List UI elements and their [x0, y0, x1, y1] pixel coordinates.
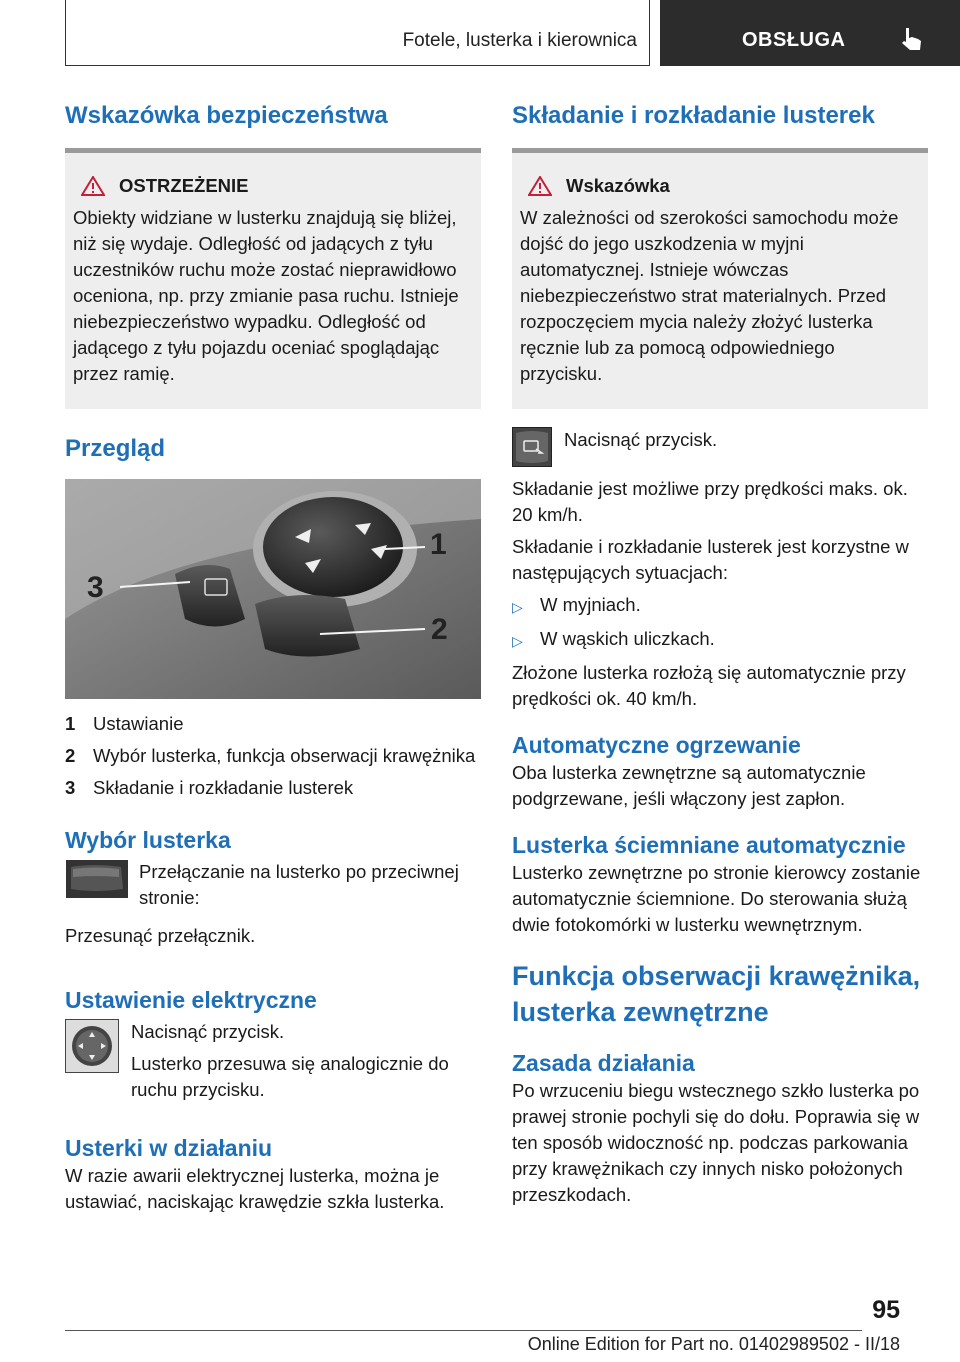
note-title: Wskazówka	[566, 175, 670, 196]
principle-text: Po wrzuceniu biegu wstecznego szkło lusterka po prawej stronie pochyli się do dołu. Poprawia się w ten sposób widoczność np. podczas parkowania przy krawężnikach czy innych nisko położonych przeszkodach.	[512, 1080, 920, 1205]
warning-text: Obiekty widziane w lusterku znajdują się bliżej, niż się wydaje. Odległość od jadących z tyłu uczestników ruchu może zostać nieprawidłowo oceniona, np. przy zmianie pasa ruchu. Istnieje niebezpieczeństwo wypadku. Odległość od jadącego z tyłu pojazdu oceniać spoglądając przez ramię.	[73, 207, 459, 384]
select-mirror-text	[139, 859, 481, 917]
warning-header	[73, 175, 473, 197]
dimming-heading: Lusterka ściemniane automatycznie	[512, 832, 906, 858]
legend-number: 2	[65, 745, 76, 766]
mirror-controls-illustration	[65, 479, 481, 699]
legend-number: 1	[65, 713, 76, 734]
right-column	[512, 100, 928, 1208]
select-mirror-action: Przesunąć przełącznik.	[65, 925, 256, 946]
page-header	[65, 0, 960, 66]
note-triangle-icon	[528, 176, 552, 196]
dimming-text: Lusterko zewnętrzne po stronie kierowcy zostanie automatycznie ściemnione. Do sterowania służą dwie fotokomórki w lusterku wewnętrznym.	[512, 862, 921, 935]
select-mirror-description: Przełączanie na lusterko po przeciwnej stronie:	[139, 861, 459, 908]
select-mirror-heading: Wybór lusterka	[65, 827, 231, 853]
fold-button-step: Nacisnąć przycisk.	[564, 429, 718, 450]
heating-heading: Automatyczne ogrzewanie	[512, 732, 801, 758]
photo-legend	[65, 711, 481, 801]
mirror-controls-photo	[65, 479, 481, 699]
fold-mirror-button-icon	[512, 427, 552, 472]
principle-heading: Zasada działania	[512, 1050, 695, 1076]
bullet-text: W wąskich uliczkach.	[540, 628, 715, 649]
fold-button-text	[564, 427, 717, 472]
fold-button-row	[512, 427, 928, 472]
note-text: W zależności od szerokości samochodu może dojść do jego uszkodzenia w myjni automatycznej. Istnieje wówczas niebezpieczeństwo strat materialnych. Przed rozpoczęciem mycia należy złożyć lusterka ręcznie lub za pomocą odpowiedniego przycisku.	[520, 207, 899, 384]
electric-adjust-heading: Ustawienie elektryczne	[65, 987, 317, 1013]
footer-divider	[65, 1330, 862, 1331]
triangle-bullet-icon: ▷	[512, 633, 523, 649]
photo-label-1: 1	[430, 528, 447, 561]
bullet-item	[512, 592, 928, 620]
electric-adjust-description: Lusterko przesuwa się analogicznie do ruchu przycisku.	[131, 1053, 449, 1100]
left-column	[65, 100, 481, 1215]
bullet-text: W myjniach.	[540, 594, 641, 615]
legend-item	[65, 775, 481, 801]
fault-heading: Usterki w działaniu	[65, 1135, 273, 1161]
warning-triangle-icon	[81, 176, 105, 196]
note-box	[512, 148, 928, 409]
select-mirror-row	[65, 859, 481, 917]
bullet-item	[512, 626, 928, 654]
legend-text: Wybór lusterka, funkcja obserwacji krawężnika	[93, 745, 476, 766]
note-header	[520, 175, 920, 197]
header-tab[interactable]	[660, 0, 960, 66]
footer-edition: Online Edition for Part no. 01402989502 - II/18	[527, 1334, 900, 1354]
fault-text: W razie awarii elektrycznej lusterka, można je ustawiać, naciskając krawędzie szkła lusterka.	[65, 1165, 445, 1212]
page-number: 95	[872, 1296, 900, 1324]
legend-item	[65, 743, 481, 769]
electric-adjust-text	[131, 1019, 481, 1109]
heating-text: Oba lusterka zewnętrzne są automatycznie podgrzewane, jeśli włączony jest zapłon.	[512, 762, 866, 809]
triangle-bullet-icon: ▷	[512, 599, 523, 615]
fold-auto-text: Złożone lusterka rozłożą się automatycznie przy prędkości ok. 40 km/h.	[512, 662, 906, 709]
electric-adjust-step: Nacisnąć przycisk.	[131, 1021, 285, 1042]
legend-text: Składanie i rozkładanie lusterek	[93, 777, 354, 798]
electric-adjust-row	[65, 1019, 481, 1109]
photo-label-2: 2	[431, 613, 448, 646]
header-title-box	[65, 0, 650, 66]
header-section-title: Fotele, lusterka i kierownica	[402, 30, 637, 51]
legend-text: Ustawianie	[93, 713, 184, 734]
fold-heading: Składanie i rozkładanie lusterek	[512, 102, 875, 129]
warning-title: OSTRZEŻENIE	[119, 175, 249, 196]
pointing-hand-icon	[898, 26, 924, 54]
warning-box	[65, 148, 481, 409]
curb-function-heading: Funkcja obserwacji krawężnika, lusterka zewnętrzne	[512, 961, 921, 1027]
fold-useful-text: Składanie i rozkładanie lusterek jest korzystne w następujących sytuacjach:	[512, 536, 909, 583]
fold-speed-text: Składanie jest możliwe przy prędkości maks. ok. 20 km/h.	[512, 478, 908, 525]
photo-label-3: 3	[87, 571, 104, 604]
mirror-joystick-icon	[65, 1019, 119, 1109]
legend-number: 3	[65, 777, 76, 798]
header-tab-label: OBSŁUGA	[742, 29, 846, 51]
legend-item	[65, 711, 481, 737]
safety-heading: Wskazówka bezpieczeństwa	[65, 102, 388, 129]
overview-heading: Przegląd	[65, 435, 166, 462]
mirror-switch-icon	[65, 859, 129, 917]
